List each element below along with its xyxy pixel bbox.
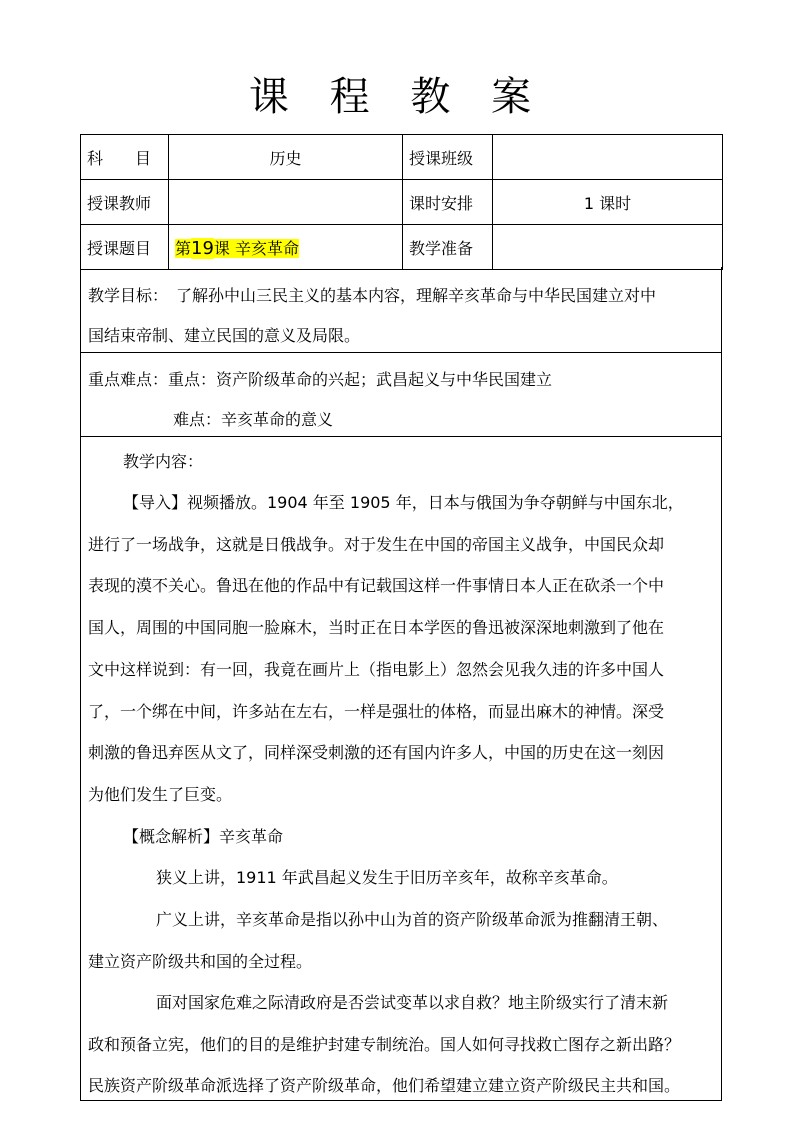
content-line: 刺激的鲁迅弃医从文了，同样深受刺激的还有国内许多人，中国的历史在这一刻因 [88, 743, 665, 762]
key-points-section [80, 353, 722, 437]
subject-label: 科 目 [81, 135, 169, 180]
table-row [81, 135, 723, 180]
subject-value: 历史 [169, 135, 403, 180]
topic-number: 19 [191, 237, 214, 259]
topic-value [169, 225, 403, 270]
content-line: 面对国家危难之际清政府是否尝试变革以求自救？地主阶级实行了清末新 [156, 993, 669, 1012]
prep-value [493, 225, 723, 270]
content-line: 【导入】视频播放。1904 年至 1905 年，日本与俄国为争夺朝鲜与中国东北， [123, 493, 684, 512]
class-value [493, 135, 723, 180]
topic-suffix: 课 辛亥革命 [213, 238, 300, 258]
content-line: 政和预备立宪，他们的目的是维护封建专制统治。国人如何寻找救亡图存之新出路？ [88, 1035, 681, 1054]
page-title: 课 程 教 案 [248, 74, 546, 120]
teacher-label: 授课教师 [81, 180, 169, 225]
content-line: 表现的漠不关心。鲁迅在他的作品中有记载国这样一件事情日本人正在砍杀一个中 [88, 576, 665, 595]
table-row [81, 180, 723, 225]
objectives-section [80, 267, 722, 353]
class-label: 授课班级 [403, 135, 493, 180]
key-points-line-2: 难点：辛亥革命的意义 [173, 410, 334, 429]
content-line: 建立资产阶级共和国的全过程。 [88, 952, 313, 971]
content-line: 为他们发生了巨变。 [88, 785, 233, 804]
teacher-value [169, 180, 403, 225]
content-heading: 教学内容： [123, 452, 204, 471]
hours-label: 课时安排 [403, 180, 493, 225]
content-line: 文中这样说到：有一回，我竟在画片上（指电影上）忽然会见我久违的许多中国人 [88, 660, 665, 679]
objectives-line-1: 教学目标： 了解孙中山三民主义的基本内容，理解辛亥革命与中华民国建立对中 [88, 286, 657, 305]
content-line: 了，一个绑在中间，许多站在左右，一样是强壮的体格，而显出麻木的神情。深受 [88, 702, 665, 721]
hours-value: 1 课时 [493, 180, 723, 225]
key-points-line-1: 重点难点：重点：资产阶级革命的兴起；武昌起义与中华民国建立 [88, 370, 553, 389]
content-line: 广义上讲，辛亥革命是指以孙中山为首的资产阶级革命派为推翻清王朝、 [156, 910, 669, 929]
table-row [81, 225, 723, 270]
content-line: 进行了一场战争，这就是日俄战争。对于发生在中国的帝国主义战争，中国民众却 [88, 535, 665, 554]
content-section [80, 437, 722, 1101]
content-line: 国人，周围的中国同胞一脸麻木，当时正在日本学医的鲁迅被深深地刺激到了他在 [88, 618, 665, 637]
topic-prefix: 第 [175, 238, 192, 258]
content-line: 【概念解析】辛亥革命 [123, 827, 284, 846]
content-line: 民族资产阶级革命派选择了资产阶级革命，他们希望建立建立资产阶级民主共和国。 [88, 1076, 681, 1095]
objectives-line-2: 国结束帝制、建立民国的意义及局限。 [88, 326, 361, 345]
prep-label: 教学准备 [403, 225, 493, 270]
content-line: 狭义上讲，1911 年武昌起义发生于旧历辛亥年，故称辛亥革命。 [156, 868, 618, 887]
topic-label: 授课题目 [81, 225, 169, 270]
lesson-info-table [80, 134, 723, 270]
